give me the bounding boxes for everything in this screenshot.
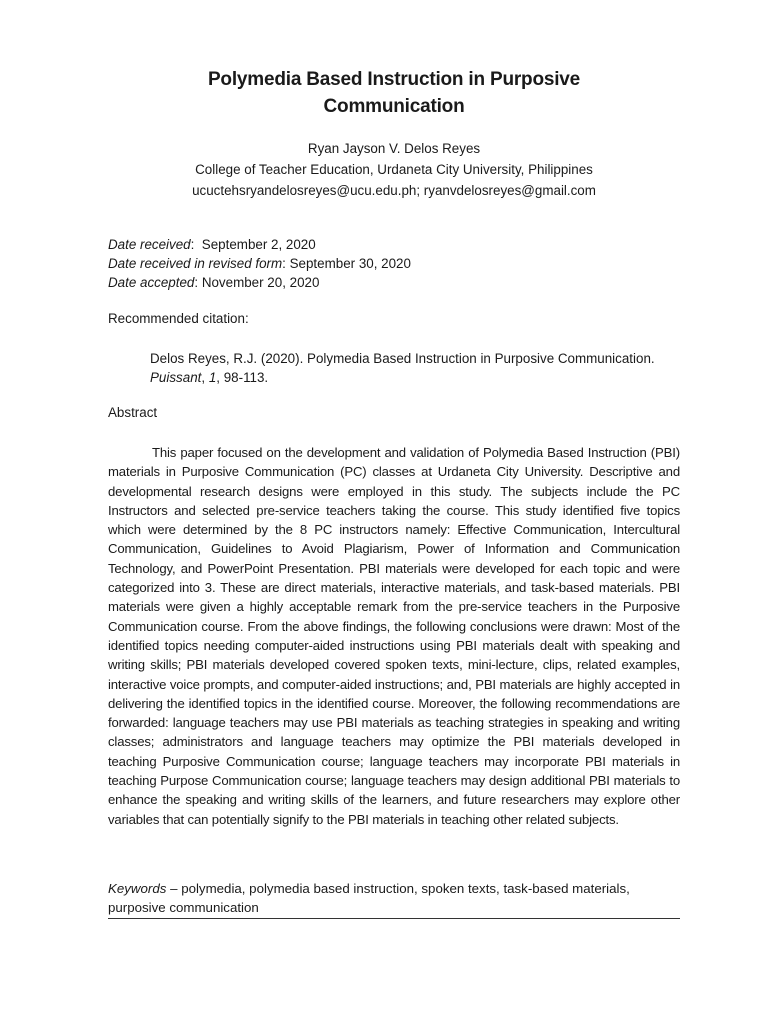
section-divider — [108, 918, 680, 919]
title-line-2: Communication — [323, 96, 465, 117]
author-block — [108, 138, 680, 201]
citation-main: Delos Reyes, R.J. (2020). Polymedia Based Instruction in Purposive Communication. — [150, 351, 655, 366]
date-received: Date received: September 2, 2020 — [108, 237, 316, 252]
citation-pages: 98-113. — [223, 370, 269, 385]
author-name: Ryan Jayson V. Delos Reyes — [307, 141, 481, 156]
date-revised: Date received in revised form: September 30, 2020 — [108, 256, 411, 271]
dates-block — [108, 235, 680, 292]
date-revised-label: Date received in revised form — [108, 256, 283, 271]
paper-title — [108, 66, 680, 120]
citation-journal: Puissant — [150, 370, 202, 385]
abstract-body: This paper focused on the development and validation of Polymedia Based Instruction (PBI) materials in Purposive Communication (PC) classes at Urdaneta City University. Descriptive and developmental research designs were employed in this study. The subjects include the PC Instructors and selected pre-service teachers taking the course. This study identified five topics which were determined by the 8 PC instructors namely: Effective Communication, Intercultural Communication, Guidelines to Avoid Plagiarism, Power of Information and Communication Technology, and PowerPoint Presentation. PBI materials were developed for each topic and were categorized into 3. These are direct materials, interactive materials, and task-based materials. PBI materials were given a highly acceptable remark from the pre-service teachers in the Purposive Communication course. From the above findings, the following conclusions were drawn: Most of the identified topics needing computer-aided instructions using PBI materials dealt with speaking and writing skills; PBI materials developed covered spoken texts, mini-lecture, clips, related examples, interactive voice prompts, and computer-aided instructions; and, PBI materials are highly accepted in delivering the identified topics in the identified course. Moreover, the following recommendations are forwarded: language teachers may use PBI materials as teaching strategies in speaking and writing classes; administrators and language teachers may optimize the PBI materials developed in teaching Purposive Communication course; language teachers may incorporate PBI materials in teaching Purpose Communication course; language teachers may design additional PBI materials to enhance the speaking and writing skills of the learners, and future researchers may explore other variables that can potentially signify to the PBI materials in teaching other related subjects. — [108, 445, 680, 827]
abstract-heading: Abstract — [108, 405, 158, 420]
date-accepted: Date accepted: November 20, 2020 — [108, 275, 320, 290]
citation-volume: 1 — [208, 370, 217, 385]
citation-text: Delos Reyes, R.J. (2020). Polymedia Based Instruction in Purposive Communication. Puissant, 1, 98-113. — [150, 351, 655, 385]
citation-heading: Recommended citation: — [108, 311, 249, 326]
keywords-label: Keywords — [108, 881, 167, 896]
keywords-dash: – — [166, 881, 182, 896]
date-accepted-label: Date accepted — [108, 275, 195, 290]
keywords-text: polymedia, polymedia based instruction, spoken texts, task-based materials, purposive communication — [108, 881, 630, 915]
author-affiliation: College of Teacher Education, Urdaneta City University, Philippines — [195, 162, 593, 177]
author-emails: ucuctehsryandelosreyes@ucu.edu.ph; ryanvdelosreyes@gmail.com — [192, 183, 596, 198]
date-received-label: Date received — [108, 237, 191, 252]
title-line-1: Polymedia Based Instruction in Purposive — [207, 69, 581, 90]
keywords-line — [108, 879, 680, 917]
date-received-value: September 2, 2020 — [201, 237, 316, 252]
date-accepted-value: November 20, 2020 — [201, 275, 320, 290]
date-revised-value: September 30, 2020 — [289, 256, 411, 271]
